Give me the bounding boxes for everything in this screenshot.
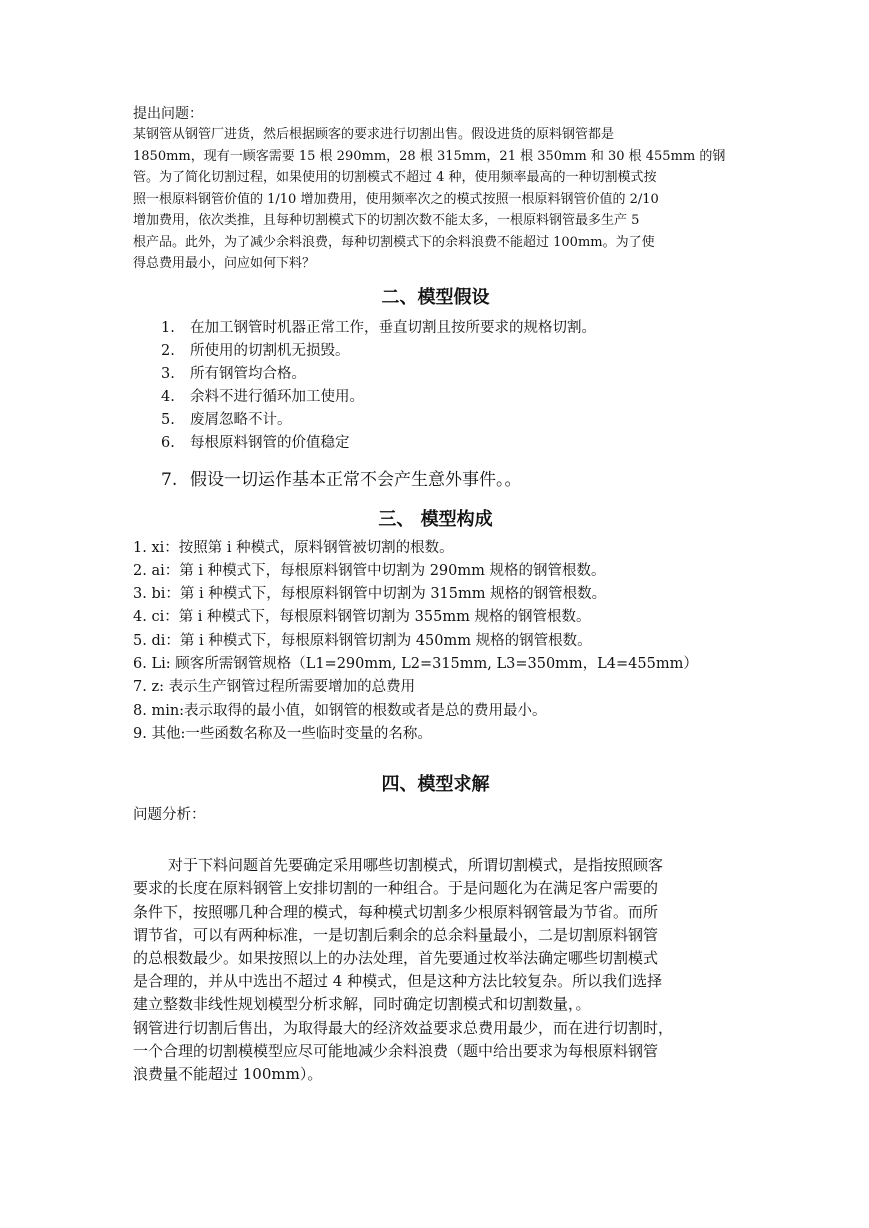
analysis-paragraph [133, 854, 738, 1016]
assumption-list [133, 317, 738, 493]
list-item [133, 467, 738, 493]
section-heading-model: 三、 模型构成 [378, 508, 493, 530]
text-line: 是合理的，并从中选出不超过 4 种模式，但是这种方法比较复杂。所以我们选择 [133, 972, 663, 991]
list-item: 7. z: 表示生产钢管过程所需要增加的总费用 [133, 679, 416, 696]
list-item: 9. 其他:一些函数名称及一些临时变量的名称。 [133, 725, 432, 742]
list-number: 5. [161, 411, 175, 428]
text-line: 照一根原料钢管价值的 1/10 增加费用，使用频率次之的模式按照一根原料钢管价值的 2/10 [133, 191, 659, 207]
list-item: 6. Li: 顾客所需钢管规格（L1=290mm, L2=315mm, L3=350mm，L4=455mm） [133, 655, 698, 672]
variable-definitions [133, 537, 738, 747]
text-line: 1850mm，现有一顾客需要 15 根 290mm，28 根 315mm，21 根 350mm 和 30 根 455mm 的钢 [133, 148, 726, 164]
text-line: 得总费用最小，问应如何下料？ [133, 256, 316, 271]
text-line: 增加费用，依次类推，且每种切割模式下的切割次数不能太多，一根原料钢管最多生产 5 [133, 213, 640, 228]
list-number: 3. [161, 365, 175, 382]
list-text: 所使用的切割机无损毁。 [190, 342, 350, 359]
section-heading-assumptions: 二、模型假设 [381, 286, 490, 308]
list-text: 在加工钢管时机器正常工作，垂直切割且按所要求的规格切割。 [190, 319, 596, 336]
sub-label: 问题分析： [133, 807, 206, 824]
list-number: 4. [161, 388, 175, 405]
list-item: 2. ai：第 i 种模式下，每根原料钢管中切割为 290mm 规格的钢管根数。 [133, 562, 606, 579]
list-number: 7. [161, 469, 178, 490]
list-item: 4. ci：第 i 种模式下，每根原料钢管切割为 355mm 规格的钢管根数。 [133, 609, 591, 626]
section-heading-solution: 四、模型求解 [381, 774, 490, 796]
text-line: 条件下，按照哪几种合理的模式，每种模式切割多少根原料钢管最为节省。而所 [133, 902, 659, 921]
list-item [133, 386, 738, 409]
text-line: 要求的长度在原料钢管上安排切割的一种组合。于是问题化为在满足客户需要的 [133, 879, 659, 898]
text-line: 管。为了简化切割过程，如果使用的切割模式不超过 4 种，使用频率最高的一种切割模式按 [133, 170, 657, 185]
text-line: 根产品。此外，为了减少余料浪费，每种切割模式下的余料浪费不能超过 100mm。为了使 [133, 234, 655, 250]
list-number: 6. [161, 434, 175, 451]
list-text: 所有钢管均合格。 [190, 365, 306, 382]
list-item: 1. xi：按照第 i 种模式，原料钢管被切割的根数。 [133, 539, 454, 556]
list-number: 1. [161, 319, 175, 336]
list-item [133, 409, 738, 432]
text-line: 浪费量不能超过 100mm）。 [133, 1065, 323, 1083]
text-line: 钢管进行切割后售出，为取得最大的经济效益要求总费用最少，而在进行切割时， [133, 1018, 674, 1037]
analysis-paragraph [133, 1017, 738, 1087]
document-page [133, 104, 738, 1086]
list-text: 每根原料钢管的价值稳定 [190, 434, 350, 451]
text-line: 对于下料问题首先要确定采用哪些切割模式，所谓切割模式，是指按照顾客 [168, 856, 664, 875]
text-line: 谓节省，可以有两种标准，一是切割后剩余的总余料量最小，二是切割原料钢管 [133, 925, 659, 944]
text-line: 建立整数非线性规划模型分析求解，同时确定切割模式和切割数量，。 [133, 995, 591, 1014]
list-item [133, 432, 738, 455]
problem-statement [133, 124, 738, 275]
list-item [133, 317, 738, 340]
intro-heading: 提出问题： [133, 106, 203, 122]
list-text: 废屑忽略不计。 [190, 411, 292, 428]
list-text: 假设一切运作基本正常不会产生意外事件。。 [190, 469, 522, 490]
text-line: 一个合理的切割模模型应尽可能地减少余料浪费（题中给出要求为每根原料钢管 [133, 1041, 659, 1060]
list-item: 5. di：第 i 种模式下，每根原料钢管切割为 450mm 规格的钢管根数。 [133, 632, 592, 649]
list-item [133, 340, 738, 363]
list-item [133, 363, 738, 386]
text-line: 某钢管从钢管厂进货，然后根据顾客的要求进行切割出售。假设进货的原料钢管都是 [133, 127, 615, 142]
list-item: 8. min:表示取得的最小值，如钢管的根数或者是总的费用最小。 [133, 702, 547, 719]
text-line: 的总根数最少。如果按照以上的办法处理，首先要通过枚举法确定哪些切割模式 [133, 948, 659, 967]
list-text: 余料不进行循环加工使用。 [190, 388, 364, 405]
list-item: 3. bi：第 i 种模式下，每根原料钢管中切割为 315mm 规格的钢管根数。 [133, 586, 607, 603]
list-number: 2. [161, 342, 175, 359]
